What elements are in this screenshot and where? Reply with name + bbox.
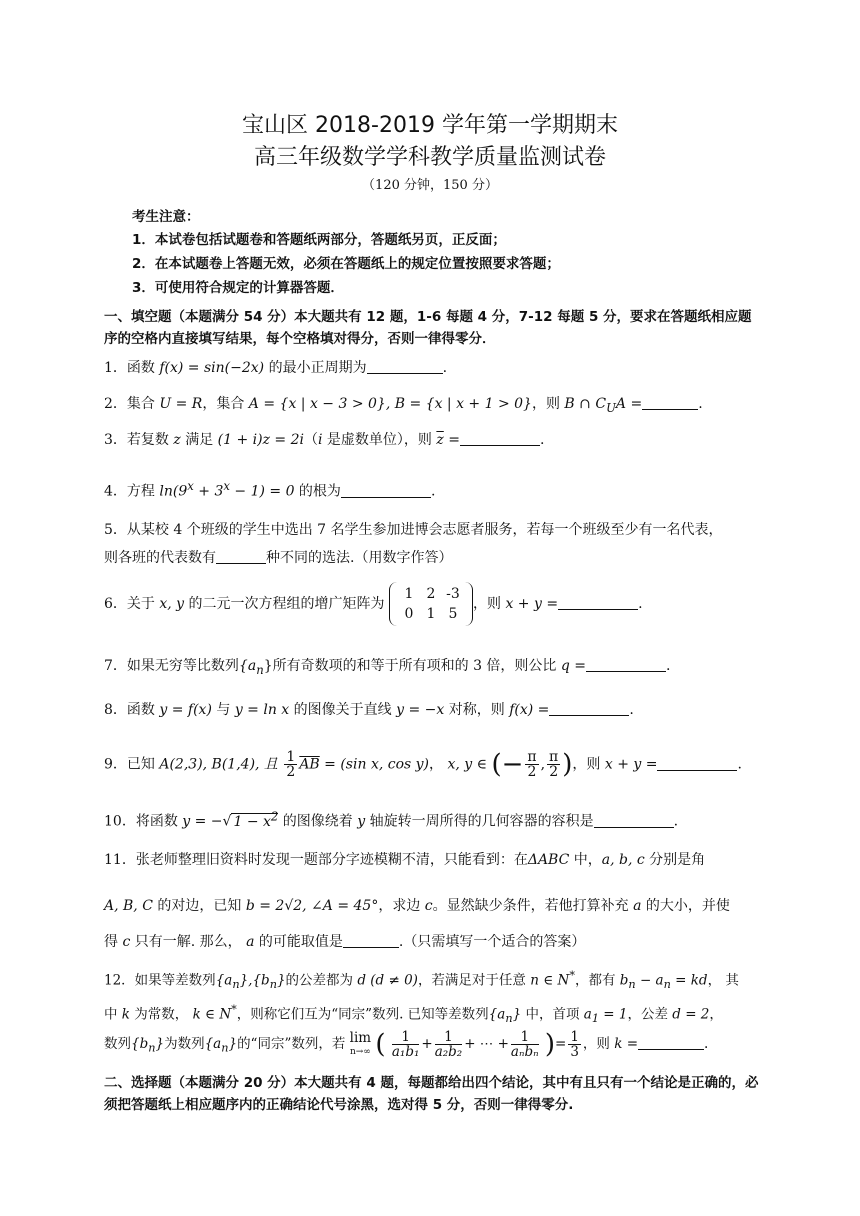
q1-formula: f(x) = sin(−2x)	[159, 360, 265, 376]
q11-text-6: 。显然缺少条件，若他打算补充	[432, 898, 634, 914]
q4-expr-2: + 3	[193, 483, 224, 500]
q11-text-2: 中，	[569, 852, 602, 868]
q6-augmented-matrix	[389, 582, 473, 626]
q8-line: y = −x	[396, 702, 445, 718]
exam-subtitle: （120 分钟，150 分）	[362, 178, 498, 193]
q1-text-2: 的最小正周期为	[264, 360, 367, 376]
question-12-line-3	[104, 1030, 764, 1061]
question-11-line-3	[104, 930, 764, 954]
q8-end: .	[629, 702, 634, 718]
question-11-line-1	[104, 848, 764, 872]
q12-text-12: 数列	[104, 1036, 131, 1052]
q12-text-9: 中，首项	[521, 1006, 584, 1023]
matrix-cell: 2	[426, 586, 436, 602]
question-4	[104, 474, 764, 504]
q5-text: 则各班的代表数有	[104, 550, 216, 566]
q8-expr-2: y = ln x	[234, 702, 290, 718]
q12-dots: + ⋯ +	[464, 1036, 509, 1052]
q12-sub: n	[628, 978, 636, 992]
q9-pi-fraction-2	[547, 750, 560, 779]
q6-text: 6．关于	[104, 596, 160, 612]
q12-a1-val: = 1	[598, 1006, 628, 1023]
q11-a-2: a	[246, 934, 255, 950]
q9-points: A(2,3), B(1,4), 且	[159, 756, 283, 773]
q7-end: .	[666, 658, 671, 674]
q8-text-3: 的图像关于直线	[289, 702, 397, 718]
q9-expr: = (sin x, cos y)	[319, 756, 430, 773]
matrix-cell: -3	[446, 586, 460, 602]
fraction-denominator: a₁b₁	[391, 1044, 420, 1060]
q12-star: *	[231, 1003, 237, 1016]
q12-seq-a: {a	[215, 972, 233, 989]
matrix-cell: 1	[404, 586, 414, 602]
q12-seq-b-2: {b	[131, 1036, 149, 1052]
q3-z: z	[173, 432, 181, 448]
q4-text-2: 的根为	[294, 483, 341, 500]
q6-answer-blank	[558, 593, 638, 610]
q6-end: .	[638, 596, 643, 612]
fraction-numerator: 1	[392, 1030, 420, 1045]
q11-a: a	[633, 898, 642, 914]
q2-answer-blank	[642, 393, 698, 410]
q3-eq: =	[443, 432, 460, 448]
question-11-line-2	[104, 894, 764, 918]
q12-text-8: ，则称它们互为“同宗”数列. 已知等差数列	[236, 1006, 489, 1023]
q8-text-4: 对称，则	[444, 702, 510, 718]
q12-paren-open: (	[375, 1029, 386, 1060]
notice-item-1: 1．本试卷包括试题卷和答题纸两部分，答题纸另页，正反面；	[132, 232, 506, 248]
q2-universal-set: U = R	[159, 396, 203, 412]
q11-given: b = 2√2, ∠A = 45°	[245, 898, 379, 914]
q3-answer-blank	[460, 429, 540, 446]
q10-answer-blank	[594, 811, 674, 828]
q9-fraction	[284, 750, 297, 779]
exam-title-line1: 宝山区 2018-2019 学年第一学期期末	[242, 113, 618, 138]
q11-c-2: c	[122, 934, 131, 950]
q1-text: 1．函数	[104, 360, 160, 376]
notice-item-3: 3．可使用符合规定的计算器答题．	[132, 280, 344, 296]
q11-text-5: ，求边	[378, 898, 425, 914]
q9-end: .	[737, 756, 742, 773]
q9-domain: x, y ∈	[447, 756, 487, 773]
limit-op: lim	[349, 1029, 372, 1046]
q11-c: c	[424, 898, 433, 914]
q12-seq-a-3: {a	[204, 1036, 222, 1052]
question-7	[104, 654, 764, 682]
q12-sub: n	[232, 978, 240, 992]
q6-text-3: ，则	[472, 596, 506, 612]
q12-d-val: d = 2	[672, 1006, 710, 1023]
q12-k-domain: k ∈ N	[192, 1006, 232, 1023]
fraction-denominator: 2	[286, 764, 296, 780]
notice-item-2: 2．在本试题卷上答题无效，必须在答题纸上的规定位置按照要求答题；	[132, 256, 560, 272]
question-2	[104, 392, 764, 420]
q10-end: .	[673, 813, 679, 830]
q11-text: 11．张老师整理旧资料时发现一题部分字迹模糊不清，只能看到：在	[104, 852, 528, 868]
fraction-numerator: 1	[570, 1029, 579, 1045]
matrix-cell: 1	[426, 606, 436, 622]
q4-sup-2: x	[223, 479, 230, 493]
exam-title-line2: 高三年级数学学科教学质量监测试卷	[253, 145, 606, 170]
q12-text-6: 中	[104, 1006, 122, 1023]
q2-text-2: ，集合	[202, 396, 249, 412]
q9-vector: $\overline{AB}$	[299, 756, 320, 773]
q12-limit	[350, 1031, 371, 1059]
q12-k-eq: k =	[614, 1036, 639, 1052]
q12-b: b	[619, 972, 629, 989]
q11-text-11: .（只需填写一个适合的答案）	[398, 934, 586, 950]
q12-term-2	[435, 1030, 463, 1059]
section-1-heading: 一、填空题（本题满分 54 分）本大题共有 12 题，1-6 每题 4 分，7-12 每题 5 分，要求在答题纸相应题序的空格内直接填写结果，每个空格填对得分，否则一律得零分．	[104, 309, 752, 347]
q3-equation: (1 + i)z = 2i	[217, 432, 304, 448]
q10-text-2: 的图像绕着	[278, 813, 358, 830]
q12-d: d (d ≠ 0)	[357, 972, 418, 989]
q12-eq: =	[555, 1036, 567, 1052]
q12-text-11: ，	[709, 1006, 723, 1023]
question-10: 10．将函数 y = −√ $1 - x^2$ 的图像绕着 y 轴旋转一周所得的几何容器的容积是 .	[104, 809, 679, 830]
q12-result	[568, 1030, 581, 1059]
q7-seq-close: }	[263, 658, 273, 674]
q10-radicand-text: 1 − x	[233, 813, 271, 830]
q11-text-4: 的对边，已知	[152, 898, 246, 914]
q12-text-7: 为常数，	[129, 1006, 193, 1023]
q8-text: 8．函数	[104, 702, 160, 718]
q12-seq-close: }	[276, 972, 286, 989]
q11-answer-blank	[343, 931, 399, 948]
q11-triangle: ΔABC	[527, 852, 570, 868]
q7-sub: n	[256, 662, 264, 677]
q8-text-2: 与	[211, 702, 235, 718]
q11-text-7: 的大小，并使	[641, 898, 730, 914]
section-2-heading: 二、选择题（本题满分 20 分）本大题共有 4 题，每题都给出四个结论，其中有且只有一个结论是正确的，必须把答题纸上相应题序内的正确结论代号涂黑，选对得 5 分，否则一律得零分.	[104, 1075, 759, 1113]
q11-angles: A, B, C	[104, 898, 153, 914]
q12-k: k	[121, 1006, 130, 1023]
q10-sup: 2	[270, 809, 279, 823]
q4-answer-blank	[341, 481, 431, 498]
question-5-line-1: 5．从某校 4 个班级的学生中选出 7 名学生参加进博会志愿者服务，若每一个班级至少有一名代表，	[104, 522, 723, 538]
notice-heading: 考生注意：	[132, 209, 200, 225]
question-12-line-1	[104, 964, 764, 997]
fraction-denominator: 3	[570, 1044, 579, 1060]
q8-expr: y = f(x)	[159, 702, 212, 718]
q12-answer-blank	[638, 1033, 704, 1050]
q12-text: 12．如果等差数列	[104, 972, 216, 989]
q12-plus: +	[421, 1036, 433, 1052]
q12-seq-b: },{b	[239, 972, 270, 989]
q11-text-9: 只有一解. 那么，	[130, 934, 247, 950]
q12-sub: n	[269, 978, 277, 992]
fraction-denominator: aₙbₙ	[510, 1044, 539, 1060]
q5-text-2: 种不同的选法.（用数字作答）	[266, 550, 453, 566]
q10-text: 10．将函数	[104, 813, 183, 830]
q2-sets: A = {x | x − 3 > 0}, B = {x | x + 1 > 0}	[248, 396, 532, 412]
q3-text-2: 满足	[180, 432, 218, 448]
q7-seq: {a	[238, 658, 257, 674]
q7-answer-blank	[586, 655, 666, 672]
q2-text: 2．集合	[104, 396, 160, 412]
q4-end: .	[430, 483, 436, 500]
q3-end: .	[539, 432, 545, 448]
q12-seq-a-2: {a	[488, 1006, 506, 1023]
q1-answer-blank	[367, 357, 443, 374]
q8-answer-blank	[549, 699, 629, 716]
q9-text-3: ，则	[572, 756, 605, 773]
fraction-denominator: 2	[527, 764, 537, 780]
q12-n-domain: n ∈ N	[530, 972, 570, 989]
q12-text-14: 的“同宗”数列，若	[237, 1036, 350, 1052]
q9-paren-close: )	[562, 749, 573, 780]
q8-expr-3: f(x) =	[509, 702, 550, 718]
q7-expr: q =	[560, 658, 587, 674]
q9-paren-open: (−	[491, 749, 524, 780]
q12-sub: n	[148, 1041, 156, 1055]
q10-text-3: 轴旋转一周所得的几何容器的容积是	[365, 813, 594, 830]
q12-sub: 1	[591, 1012, 599, 1026]
q9-text: 9．已知	[104, 756, 160, 773]
q12-seq-close: }	[512, 1006, 522, 1023]
q12-sub: n	[663, 978, 671, 992]
q7-text: 7．如果无穷等比数列	[104, 658, 239, 674]
q9-text-2: ，	[429, 756, 448, 773]
q10-expr: y = −	[182, 813, 223, 830]
q9-answer-blank	[657, 754, 737, 771]
q12-kd: = kd	[670, 972, 708, 989]
q9-comma: ,	[540, 756, 546, 773]
q11-text-8: 得	[104, 934, 123, 950]
question-5-line-2	[104, 546, 764, 570]
q12-text-4: ，都有	[574, 972, 620, 989]
q12-text-2: 的公差都为	[285, 972, 358, 989]
q12-text-3: ，若满足对于任意	[417, 972, 531, 989]
q3-zbar: $\overline{z}$	[436, 432, 444, 448]
q4-sup-1: x	[187, 479, 194, 493]
q6-expr: x + y =	[505, 596, 559, 612]
question-8	[104, 698, 764, 722]
q10-axis: y	[357, 813, 366, 830]
q12-star: *	[569, 969, 575, 982]
q10-radicand	[231, 809, 279, 830]
q3-text-3: （	[304, 432, 318, 448]
q12-text-10: ，公差	[627, 1006, 673, 1023]
q12-sub: n	[505, 1012, 513, 1026]
q12-end: .	[704, 1036, 709, 1052]
q2-expr: B ∩ C	[564, 396, 607, 412]
q3-text-4: 是虚数单位），则	[322, 432, 437, 448]
q12-minus-a: − a	[635, 972, 664, 989]
q4-text: 4．方程	[104, 483, 160, 500]
q9-expr-2: x + y =	[604, 756, 658, 773]
q12-paren-close: )	[544, 1029, 556, 1060]
q12-term-1	[392, 1030, 420, 1059]
q1-end: .	[442, 360, 448, 376]
q2-expr-2: A =	[615, 396, 643, 412]
q12-seq-close: }	[228, 1036, 238, 1052]
q4-expr-3: − 1) = 0	[229, 483, 295, 500]
matrix-cell: 0	[404, 606, 414, 622]
question-6	[104, 582, 764, 626]
q6-text-2: 的二元一次方程组的增广矩阵为	[184, 596, 385, 612]
question-9	[104, 750, 764, 779]
q12-text-5: ， 其	[707, 972, 739, 989]
q2-sub: U	[606, 400, 616, 415]
q12-a1: a	[583, 1006, 592, 1023]
q12-text-13: 为数列	[164, 1036, 205, 1052]
q2-text-3: ，则	[531, 396, 565, 412]
q11-text-3: 分别是角	[644, 852, 706, 868]
fraction-numerator: π	[549, 749, 559, 765]
q7-text-2: 所有奇数项的和等于所有项和的 3 倍，则公比	[272, 658, 561, 674]
q2-end: .	[698, 396, 703, 412]
question-1	[104, 356, 764, 380]
q11-sides: a, b, c	[601, 852, 645, 868]
q12-text-15: ，则	[582, 1036, 615, 1052]
fraction-numerator: 1	[286, 749, 296, 765]
fraction-numerator: π	[527, 749, 537, 765]
q5-answer-blank	[216, 547, 266, 564]
matrix-cell: 5	[448, 606, 458, 622]
question-3	[104, 428, 764, 452]
question-12-line-2	[104, 998, 764, 1031]
fraction-denominator: a₂b₂	[434, 1044, 463, 1060]
fraction-numerator: 1	[511, 1030, 539, 1045]
q12-term-n	[511, 1030, 539, 1059]
limit-sub: n→∞	[349, 1046, 371, 1057]
q3-i: i	[318, 432, 323, 448]
fraction-numerator: 1	[435, 1030, 463, 1045]
fraction-denominator: 2	[549, 764, 559, 780]
q3-text: 3．若复数	[104, 432, 174, 448]
q12-seq-close: }	[155, 1036, 165, 1052]
q12-sub: n	[221, 1041, 229, 1055]
q4-expr: ln(9	[159, 483, 188, 500]
q9-pi-fraction-1	[525, 750, 538, 779]
q11-text-10: 的可能取值是	[254, 934, 343, 950]
q6-vars: x, y	[159, 596, 185, 612]
